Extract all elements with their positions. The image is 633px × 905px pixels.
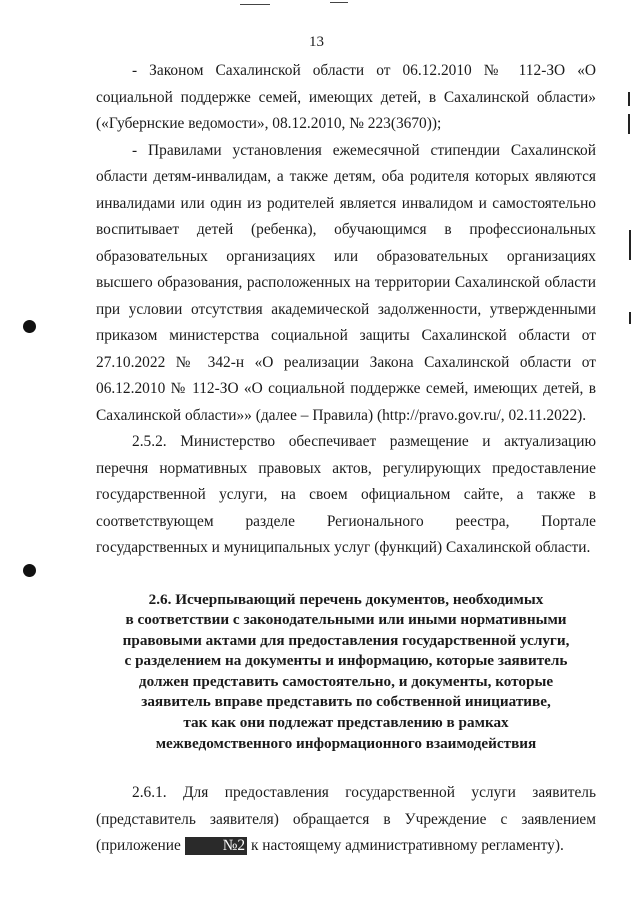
- scan-edge-mark: [628, 114, 630, 134]
- scan-speck: [240, 4, 270, 5]
- paragraph-rules-reference: - Правилами установления ежемесячной стипендии Сахалинской области детям-инвалидам, а также детям, оба родителя которых являются инвалидами или один из родителей является инвалидом и самостоятельно воспитывает детей (ребенка), обучающимся в профессиональных образовательных организациях или образовательных организациях высшего образования, расположенных на территории Сахалинской области при условии отсутствия академической задолженности, утвержденными приказом министерства социальной защиты Сахалинской области от 27.10.2022 № 342-н «О реализации Закона Сахалинской области от 06.12.2010 № 112-ЗО «О социальной поддержке семей, имеющих детей, в Сахалинской области»» (далее – Правила) (http://pravo.gov.ru/, 02.11.2022).: [96, 141, 596, 424]
- heading-line: в соответствии с законодательными или иными нормативными: [125, 611, 567, 629]
- hole-punch-mark: [23, 320, 36, 333]
- heading-line: правовыми актами для предоставления государственной услуги,: [122, 631, 570, 649]
- hole-punch-mark: [23, 564, 36, 577]
- heading-line: так как они подлежат представлению в рамках: [183, 714, 509, 732]
- scan-edge-mark: [629, 312, 631, 324]
- paragraph-law-reference: - Законом Сахалинской области от 06.12.2010 № 112-ЗО «О социальной поддержке семей, имеющих детей, в Сахалинской области» («Губернские ведомости», 08.12.2010, № 223(3670));: [96, 62, 596, 132]
- heading-line: 2.6. Исчерпывающий перечень документов, необходимых: [148, 590, 544, 608]
- heading-line: заявитель вправе представить по собственной инициативе,: [141, 693, 551, 711]
- heading-line: межведомственного информационного взаимодействия: [155, 734, 537, 752]
- highlighted-appendix-number: №2: [185, 837, 247, 855]
- page-number: 13: [309, 34, 324, 50]
- heading-line: должен представить самостоятельно, и документы, которые: [138, 672, 554, 690]
- paragraph-2-6-1-text-end: к настоящему административному регламенту).: [247, 837, 564, 855]
- paragraph-2-5-2: 2.5.2. Министерство обеспечивает размещение и актуализацию перечня нормативных правовых актов, регулирующих предоставление государственной услуги, на своем официальном сайте, а также в соответствующем разделе Регионального реестра, Портале государственных и муниципальных услуг (функций) Сахалинской области.: [96, 433, 596, 556]
- paragraph-2-6-1: [96, 780, 596, 860]
- scan-edge-mark: [629, 230, 631, 260]
- scan-speck: [330, 2, 348, 3]
- section-heading-2-6: [96, 590, 596, 755]
- scan-edge-mark: [628, 92, 630, 106]
- paragraph-2-6-1-text-start: 2.6.1. Для предоставления государственной услуги заявитель (представитель заявителя) обращается в Учреждение с заявлением (приложение: [96, 784, 596, 855]
- document-body: [96, 58, 596, 860]
- heading-line: с разделением на документы и информацию, которые заявитель: [124, 652, 568, 670]
